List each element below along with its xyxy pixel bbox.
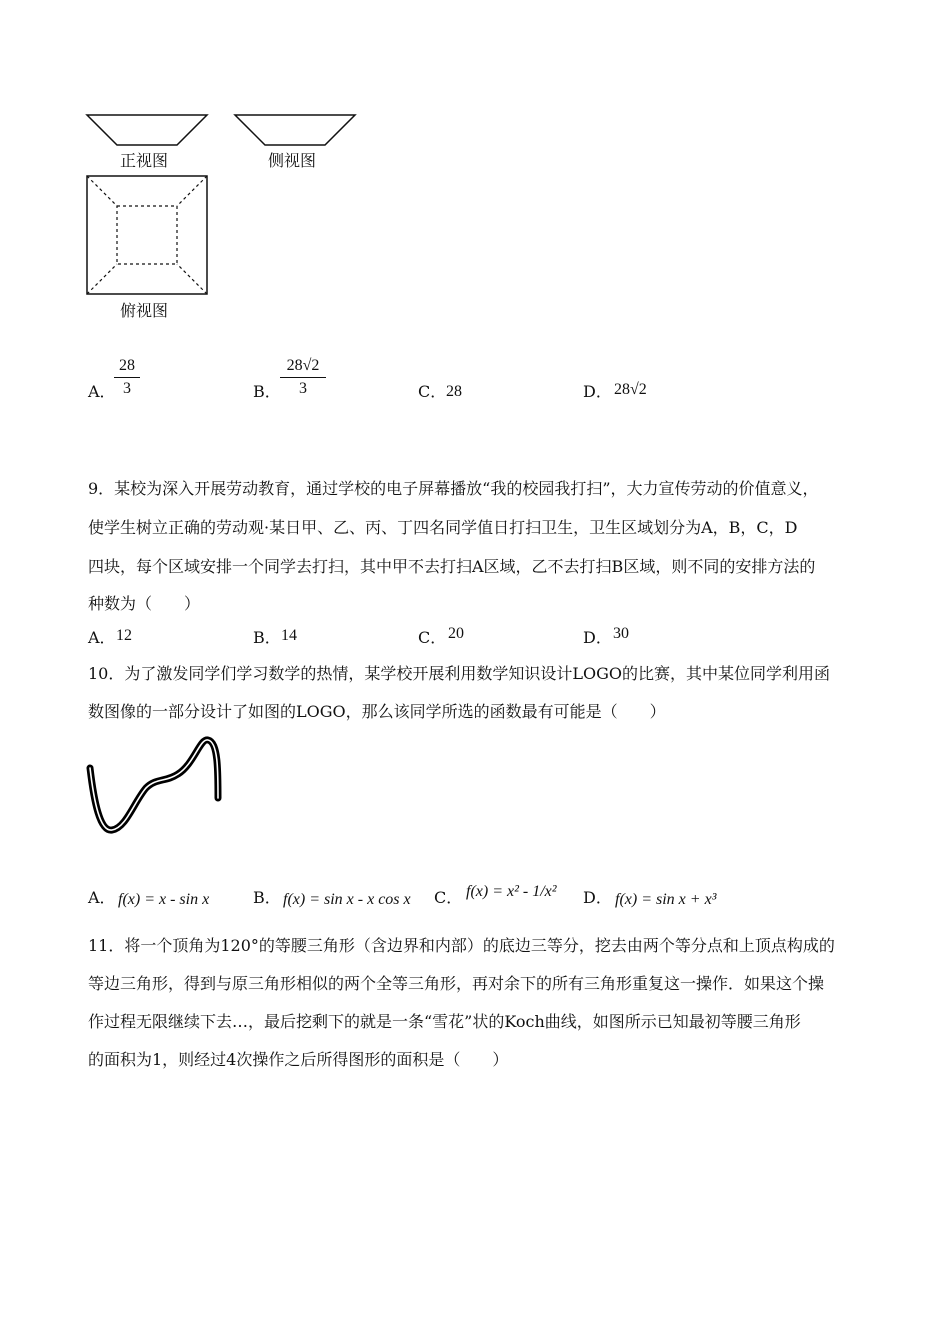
q11-line-4: 的面积为1，则经过4次操作之后所得图形的面积是（ ） [88,1050,509,1069]
q10-option-b-label: B． [253,888,281,907]
q9-line-1: 9．某校为深入开展劳动教育，通过学校的电子屏幕播放“我的校园我打扫”，大力宣传劳动的价值意义， [88,479,819,498]
q9-option-d-value: 30 [613,625,629,642]
q8-option-b-value: 28√2 3 [280,357,326,398]
q9-option-a-value: 12 [116,627,132,644]
side-view-figure [233,112,358,148]
q10-line-2: 数图像的一部分设计了如图的LOGO，那么该同学所选的函数最有可能是（ ） [88,702,666,721]
q10-line-1: 10．为了激发同学们学习数学的热情，某学校开展利用数学知识设计LOGO的比赛，其中某位同学利用函 [88,664,831,683]
q10-option-d-value: f(x) = sin x + x³ [615,891,717,908]
q8-option-a-value: 28 3 [114,357,140,398]
q11-line-2: 等边三角形，得到与原三角形相似的两个全等三角形，再对余下的所有三角形重复这一操作．如果这个操 [88,974,825,993]
front-view-label: 正视图 [120,151,169,170]
q9-line-2: 使学生树立正确的劳动观·某日甲、乙、丙、丁四名同学值日打扫卫生，卫生区域划分为A，B，C，D [88,518,798,537]
q9-option-b-label: B． [253,628,281,647]
q8-option-c-label: C． [418,382,447,401]
q9-line-3: 四块，每个区域安排一个同学去打扫，其中甲不去打扫A区域，乙不去打扫B区域，则不同的安排方法的 [88,557,816,576]
q8-option-a-label: A． [88,382,116,401]
q10-option-d-label: D． [583,888,612,907]
q9-line-4: 种数为（ ） [88,594,201,613]
q8-option-d-label: D． [583,382,612,401]
front-view-figure [85,112,210,148]
q10-option-a-value: f(x) = x - sin x [118,891,210,908]
q9-option-b-value: 14 [281,627,297,644]
q8-option-d-value: 28√2 [614,381,647,398]
q10-option-c-label: C． [434,888,463,907]
top-view-label: 俯视图 [120,301,169,320]
q9-option-a-label: A． [88,628,116,647]
q11-line-1: 11．将一个顶角为120°的等腰三角形（含边界和内部）的底边三等分，挖去由两个等分点和上顶点构成的 [88,936,835,955]
q8-option-b-label: B． [253,382,281,401]
q10-option-a-label: A． [88,888,116,907]
q8-option-c-value: 28 [446,383,462,400]
q11-line-3: 作过程无限继续下去…，最后挖剩下的就是一条“雪花”状的Koch曲线，如图所示已知最初等腰三角形 [88,1012,801,1031]
q9-option-c-value: 20 [448,625,464,642]
q10-option-c-value: f(x) = x² - 1/x² [466,883,557,900]
logo-curve-figure [84,730,226,842]
top-view-figure [85,174,209,298]
q9-option-d-label: D． [583,628,612,647]
side-view-label: 侧视图 [268,151,317,170]
q10-option-b-value: f(x) = sin x - x cos x [283,891,411,908]
q9-option-c-label: C． [418,628,447,647]
